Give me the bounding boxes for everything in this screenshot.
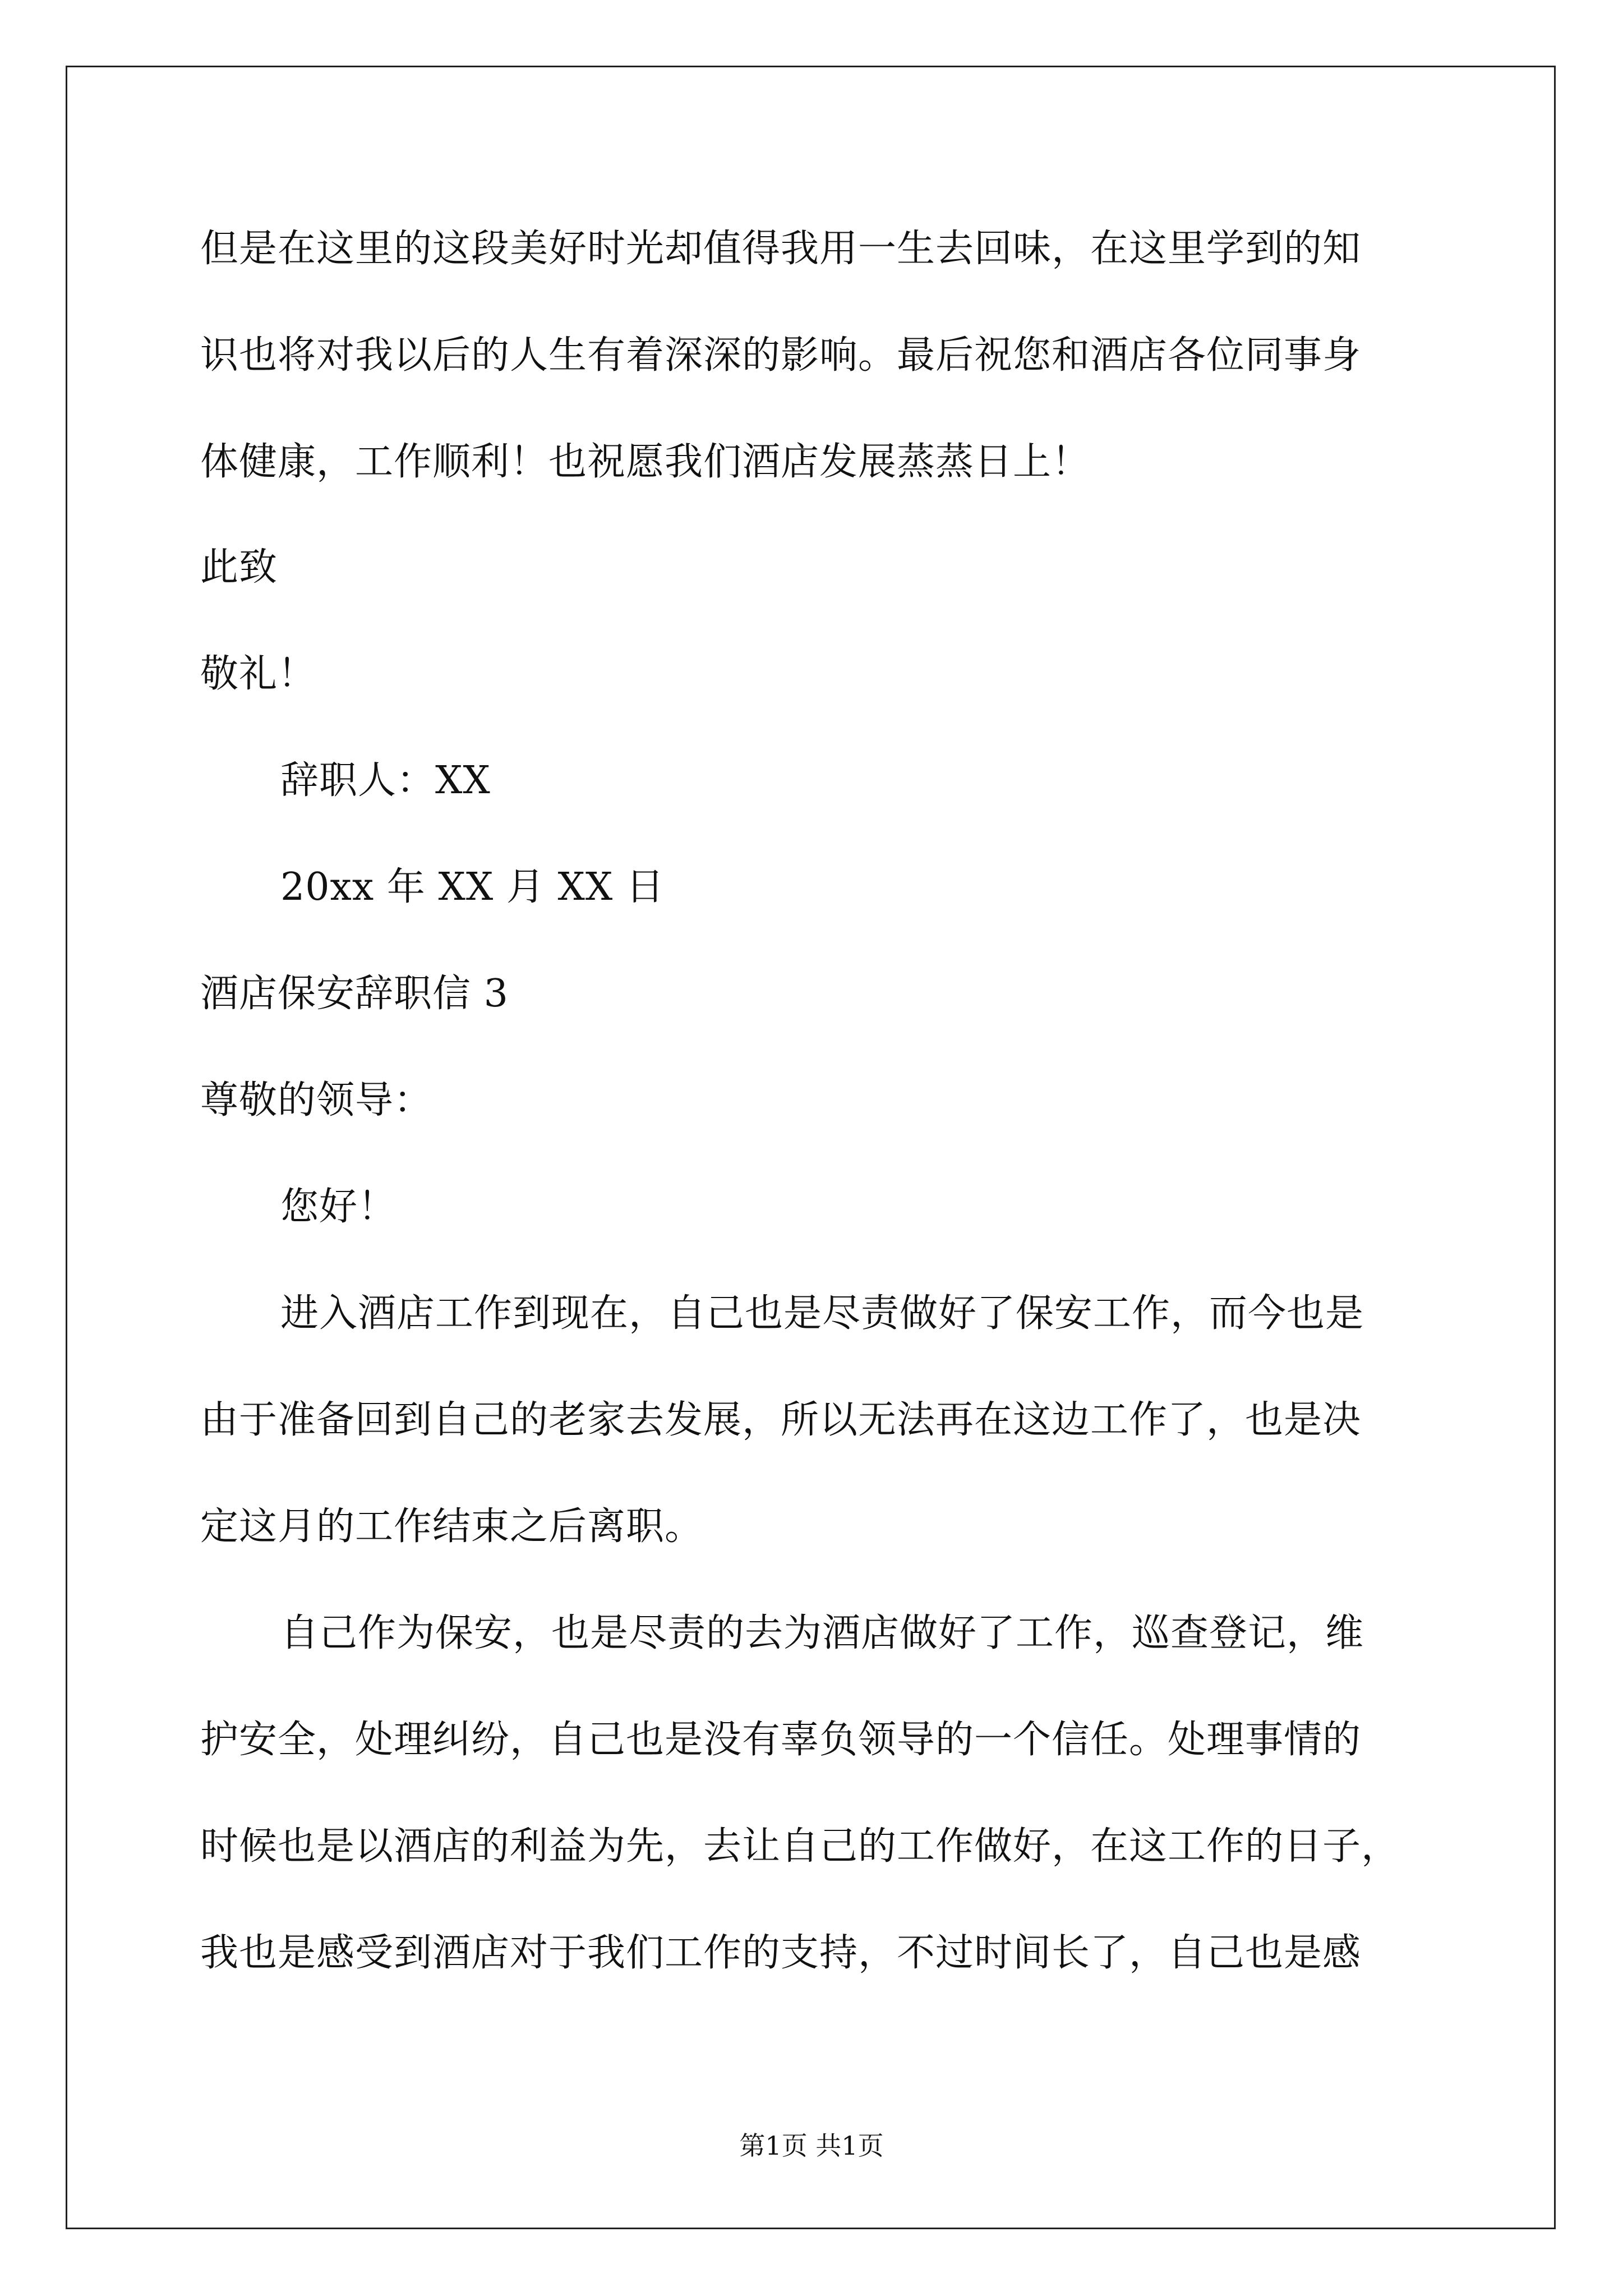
closing-regards: 敬礼！ [200, 652, 317, 696]
text-line: 自己作为保安，也是尽责的去为酒店做好了工作，巡查登记，维 [280, 1611, 1364, 1655]
text-line: 由于准备回到自己的老家去发展，所以无法再在这边工作了，也是决 [200, 1398, 1362, 1442]
text-line: 我也是感受到酒店对于我们工作的支持，不过时间长了，自己也是感 [200, 1931, 1362, 1975]
text-line: 定这月的工作结束之后离职。 [200, 1504, 704, 1549]
text-line: 体健康，工作顺利！也祝愿我们酒店发展蒸蒸日上！ [200, 440, 1091, 484]
page-border [66, 66, 1556, 2229]
text-line: 进入酒店工作到现在，自己也是尽责做好了保安工作，而今也是 [280, 1291, 1364, 1336]
date-line: 20xx 年 XX 月 XX 日 [280, 865, 665, 909]
text-line: 护安全，处理纠纷，自己也是没有辜负领导的一个信任。处理事情的 [200, 1718, 1362, 1762]
greeting-line: 尊敬的领导： [200, 1078, 433, 1122]
text-line: 时候也是以酒店的利益为先，去让自己的工作做好，在这工作的日子， [200, 1824, 1400, 1869]
closing-salutation: 此致 [200, 545, 278, 590]
page-footer: 第1页 共1页 [739, 2131, 884, 2161]
letter-title: 酒店保安辞职信 3 [200, 972, 509, 1016]
text-line: 但是在这里的这段美好时光却值得我用一生去回味，在这里学到的知 [200, 227, 1362, 271]
greeting-hello: 您好！ [280, 1185, 397, 1229]
text-line: 识也将对我以后的人生有着深深的影响。最后祝您和酒店各位同事身 [200, 333, 1362, 378]
signature-line: 辞职人：XX [280, 758, 491, 803]
